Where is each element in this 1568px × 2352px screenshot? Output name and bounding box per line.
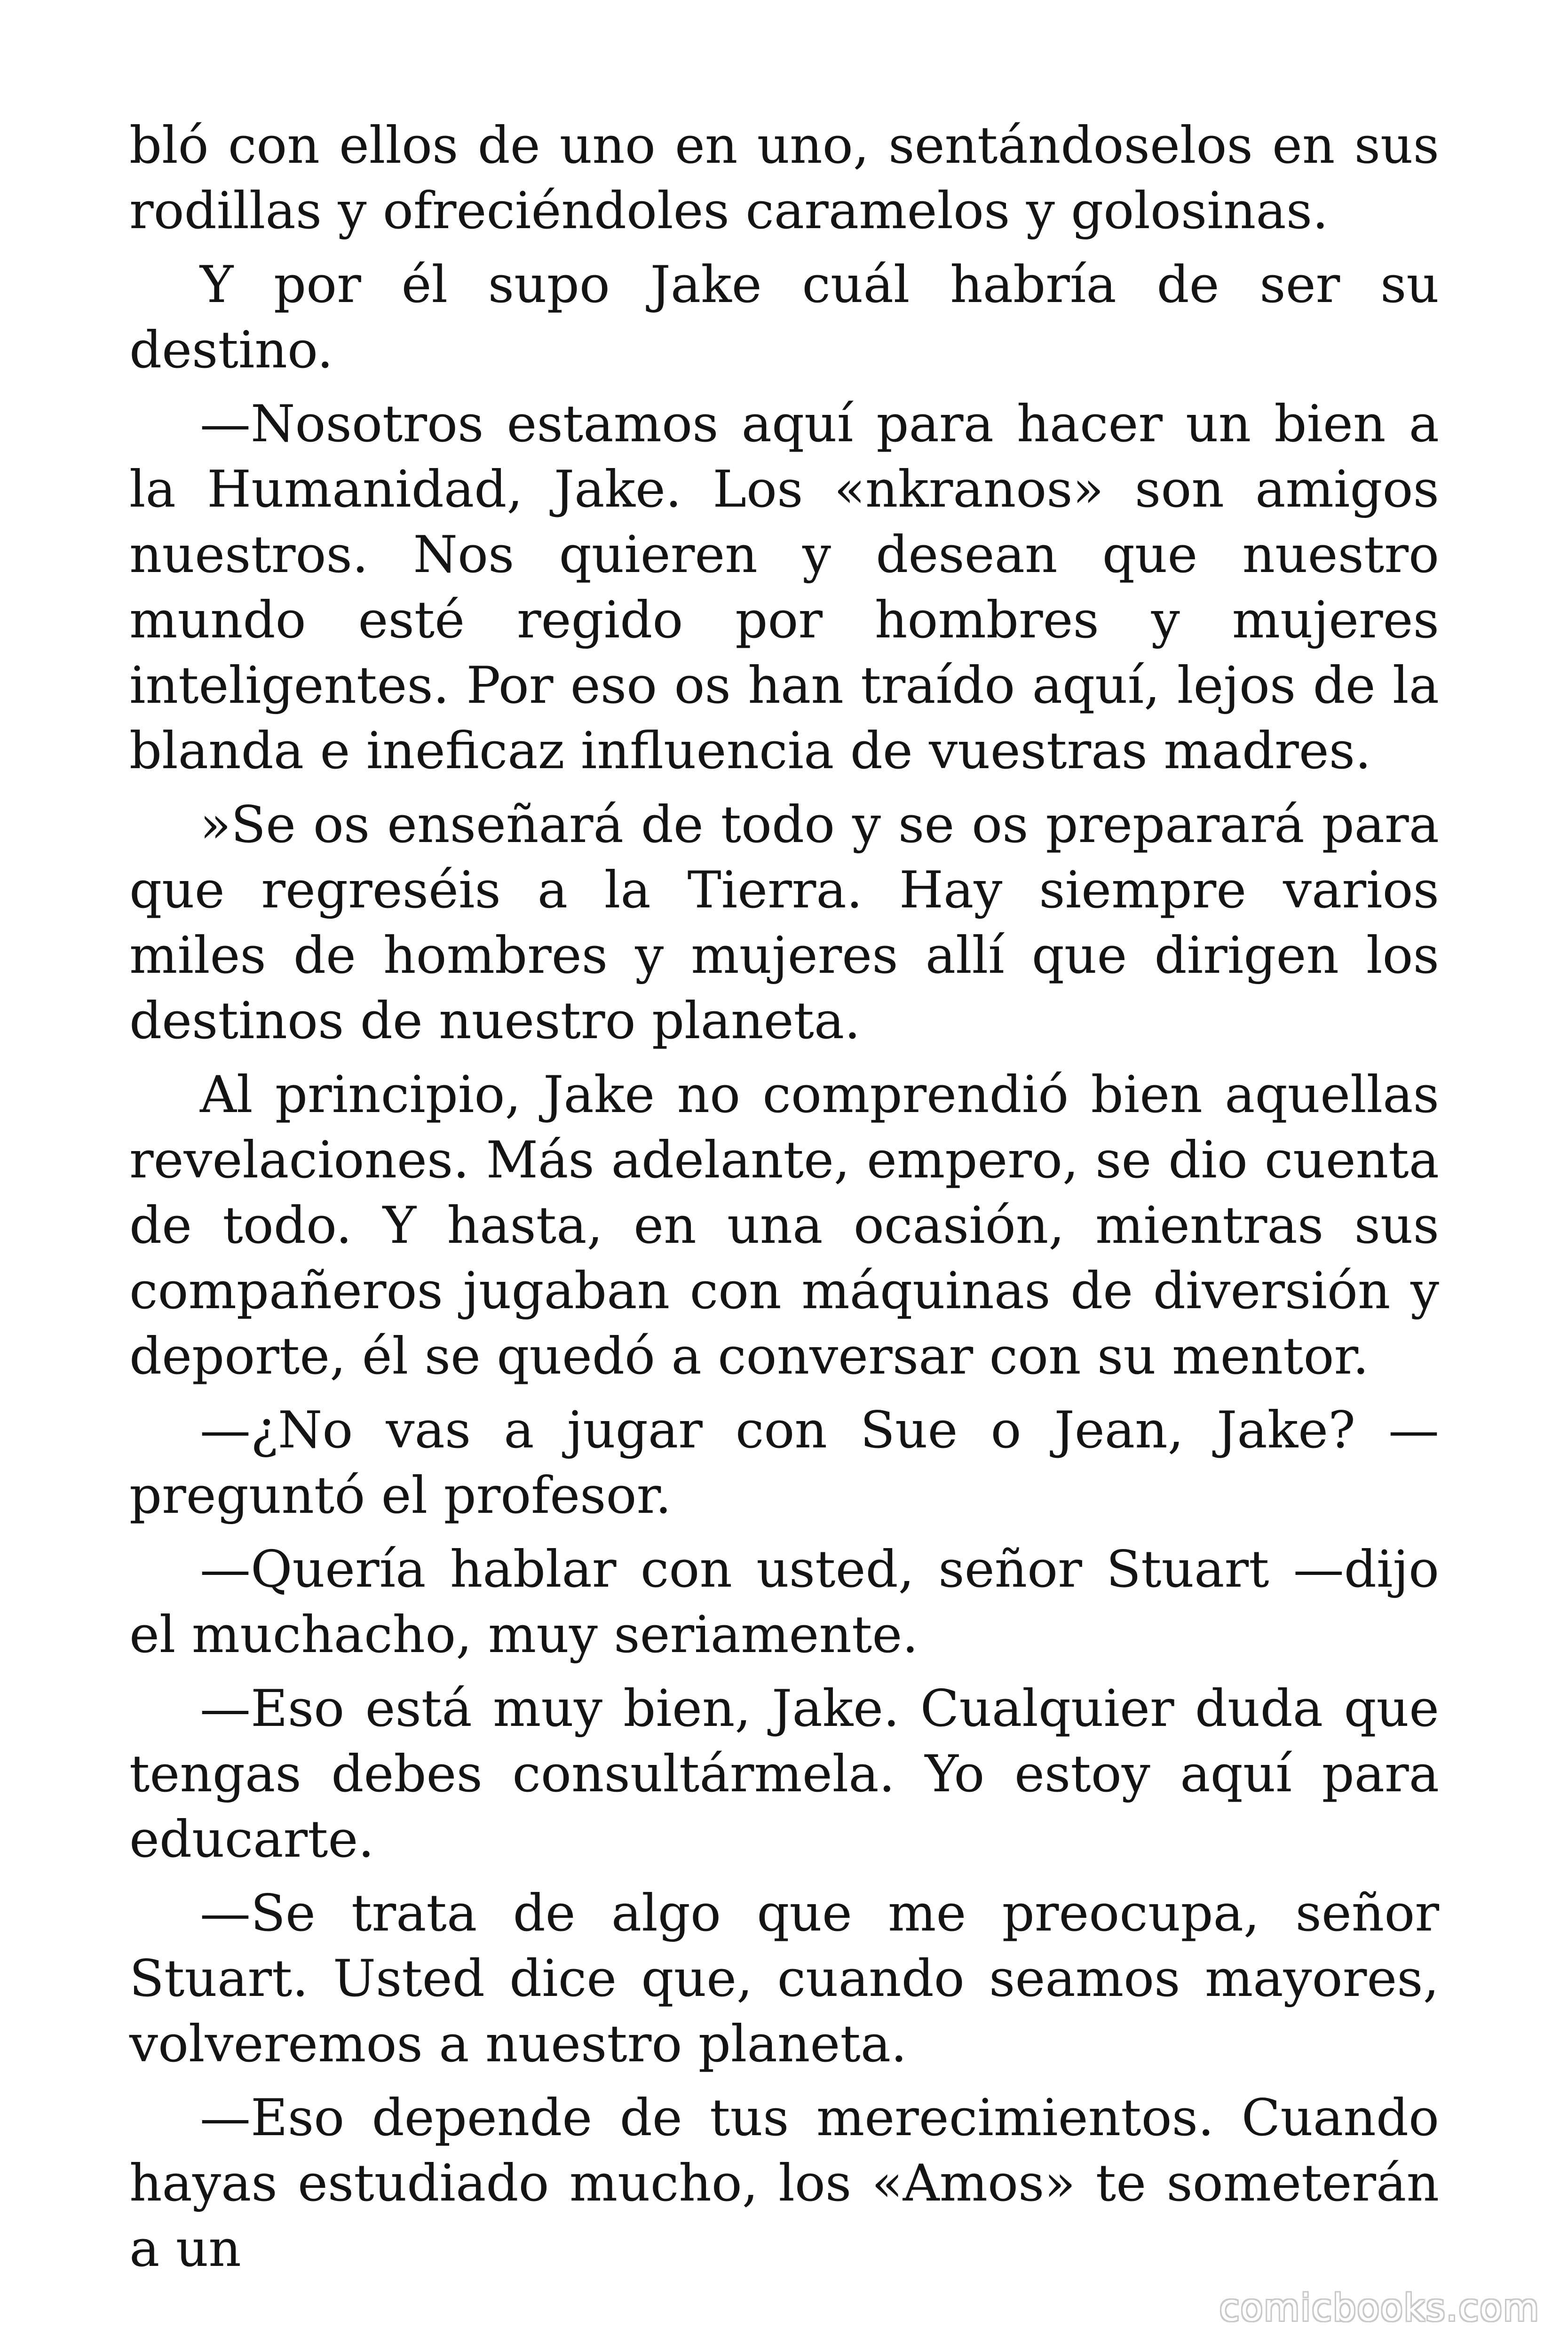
- paragraph: Al principio, Jake no comprendió bien aquellas revelaciones. Más adelante, empero, se dio cuenta de todo. Y hasta, en una ocasión, mientras sus compañeros jugaban con máquinas de diversión y deporte, él se quedó a conversar con su mentor.: [129, 1065, 1439, 1386]
- paragraph: —Se trata de algo que me preocupa, señor Stuart. Usted dice que, cuando seamos mayores, volveremos a nuestro planeta.: [129, 1884, 1439, 2074]
- paragraph: Y por él supo Jake cuál habría de ser su destino.: [129, 255, 1439, 380]
- paragraph: —Nosotros estamos aquí para hacer un bien a la Humanidad, Jake. Los «nkranos» son amigos nuestros. Nos quieren y desean que nuestro mundo esté regido por hombres y mujeres inteligentes. Por eso os han traído aquí, lejos de la blanda e ineficaz influencia de vuestras madres.: [129, 395, 1439, 780]
- paragraph: »Se os enseñará de todo y se os preparará para que regreséis a la Tierra. Hay siempre varios miles de hombres y mujeres allí que dirigen los destinos de nuestro planeta.: [129, 795, 1439, 1050]
- paragraph: —¿No vas a jugar con Sue o Jean, Jake? —preguntó el profesor.: [129, 1401, 1439, 1525]
- paragraph: —Eso depende de tus merecimientos. Cuando hayas estudiado mucho, los «Amos» te someterán a un: [129, 2089, 1439, 2278]
- paragraph: —Eso está muy bien, Jake. Cualquier duda que tengas debes consultármela. Yo estoy aquí para educarte.: [129, 1679, 1439, 1869]
- watermark: comicbooks.com: [1219, 2287, 1540, 2329]
- paragraph: bló con ellos de uno en uno, sentándoselos en sus rodillas y ofreciéndoles caramelos y golosinas.: [129, 116, 1439, 240]
- body-text: [129, 113, 1439, 2290]
- paragraph: —Quería hablar con usted, señor Stuart —dijo el muchacho, muy seriamente.: [129, 1540, 1439, 1664]
